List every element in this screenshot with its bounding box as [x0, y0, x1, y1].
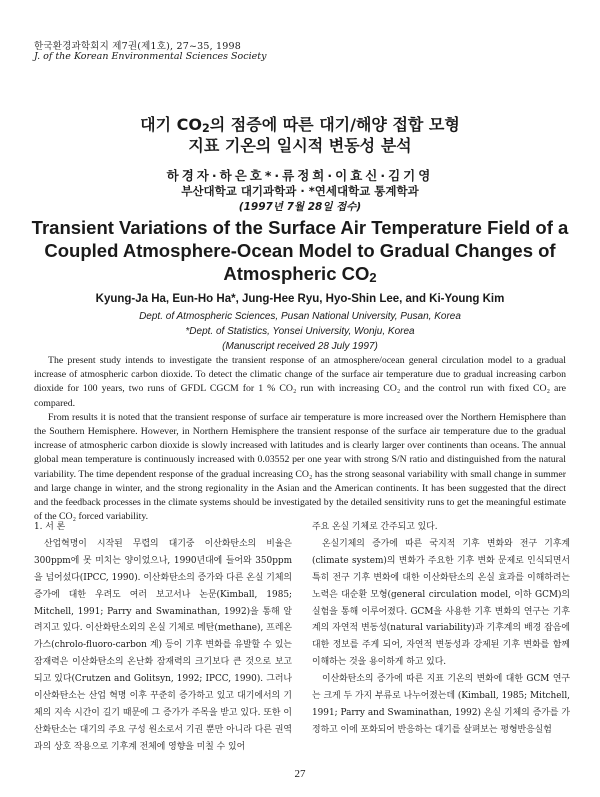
korean-title-line2: 지표 기온의 일시적 변동성 분석 — [188, 136, 412, 155]
section-heading-introduction: 1. 서 론 — [34, 522, 66, 532]
abstract-paragraph: From results it is noted that the transient response of surface air temperature is more increased over the Northern Hemisphere than the Southern Hemisphere. However, in Northern Hemisphere the transient response of the surface air temperature due to the gradual increase of atmospheric carbon dioxide is slowly increased with latitudes and is clearly larger over continents than oceans. The annual global mean temperature is continuously increased with 0.03552 per one year with strong S/N ratio and distinguished from the natural variability. The time dependent response of the gradual increasing CO₂ has the strong seasonal variability with small change in summer and large change in winter, and the strong regionality in the Asian and the American continents. It has been suggested that the direct and the feedback processes in the climate systems should be investigated by the detailed sensitivity runs to get the meaningful estimate of the CO₂ forced variability. — [34, 411, 566, 523]
english-affiliation-1: Dept. of Atmospheric Sciences, Pusan National University, Pusan, Korea — [139, 311, 461, 322]
english-title-line1: Transient Variations of the Surface Air Temperature Field of a — [31, 217, 569, 238]
abstract-paragraph: The present study intends to investigate the transient response of an atmosphere/ocean general circulation model to a gradual increase of atmospheric carbon dioxide. To detect the climatic change of the surface air temperature due to gradual increasing carbon dioxide for 100 years, two runs of GFDL CGCM for 1 % CO₂ run with increasing CO₂ and the control run with fixed CO₂ are compared. — [34, 355, 566, 409]
abstract — [34, 354, 566, 524]
body-paragraph: 이산화탄소의 증가에 따른 지표 기온의 변화에 대한 GCM 연구는 크게 두 가지 부류로 나누어졌는데 (Kimball, 1985; Mitchell, 1991; Parry and Swaminathan, 1992) 온실 기체의 증가를 가정하고 이에 포화되어 반응하는 대기를 살펴보는 평형반응실험 — [312, 674, 570, 735]
body-paragraph: 온실기체의 증가에 따른 국지적 기후 변화와 전구 기후계(climate system)의 변화가 주요한 기후 변화 문제로 인식되면서 특히 전구 기후 변화에 대한 이산화탄소의 온실 효과를 이해하려는 노력은 대순환 모형(general circulation model, 이하 GCM)의 실험을 통해 이루어졌다. GCM을 사용한 기후 변화의 연구는 기후계의 자연적 변동성(natural variability)과 기후계의 배경 잡음에 대한 정보를 주게 되어, 자연적 변동성과 강제된 기후 변화를 함께 이해하는 것을 용이하게 하고 있다. — [312, 538, 570, 668]
body-paragraph-continued: 주요 온실 기체로 간주되고 있다. — [312, 522, 438, 532]
korean-affiliation: 부산대학교 대기과학과 · *연세대학교 통계학과 — [181, 184, 419, 198]
english-title-line2: Coupled Atmosphere-Ocean Model to Gradual Changes of — [44, 240, 556, 261]
english-authors: Kyung-Ja Ha, Eun-Ho Ha*, Jung-Hee Ryu, Hyo-Shin Lee, and Ki-Young Kim — [95, 293, 505, 305]
body-paragraph: 산업혁명이 시작된 무렵의 대기중 이산화탄소의 비율은 300ppm에 못 미치는 양이었으나, 1990년대에 들어와 350ppm을 넘어섰다(IPCC, 1990). 이산화탄소의 증가와 다른 온실 기체의 증가에 대한 우려도 여러 보고서나 논문(Kimball, 1985; Mitchell, 1991; Parry and Swaminathan, 1992)을 통해 알려지고 있다. 이산화탄소외의 온실 기체로 메탄(methane), 프레온 가스(chrolo-fluoro-carbon 계) 등이 기후 변화를 유발할 수 있는 잠재력은 이산화탄소의 온난화 잠재력의 크기보다 큰 것으로 보고되고 있다(Crutzen and Golitsyn, 1992; IPCC, 1990). 그러나 이산화탄소는 산업 혁명 이후 꾸준히 증가하고 있고 대기에서의 기체의 지속 시간이 길기 때문에 그 증가가 주목을 받고 있다. 또한 이산화탄소는 대기의 주요 구성 원소로서 기권 뿐만 아니라 다른 권역과의 상호 작용으로 기후계 전체에 영향을 미칠 수 있어 — [34, 538, 292, 752]
right-column — [312, 519, 570, 739]
english-affiliation-2: *Dept. of Statistics, Yonsei University, Wonju, Korea — [185, 326, 415, 337]
korean-title-line1: 대기 $CO_2$의 점증에 따른 대기/해양 접합 모형 — [140, 115, 460, 135]
manuscript-received: (Manuscript received 28 July 1997) — [222, 341, 378, 352]
english-title-line3: Atmospheric $CO_2$ — [223, 263, 377, 285]
korean-authors: 하경자·하은호*·류정희·이효신·김기영 — [166, 168, 434, 183]
page-number: 27 — [294, 768, 306, 780]
korean-received-date: (1997년 7월 28일 접수) — [238, 201, 362, 213]
journal-header-korean: 한국환경과학회지 제7권(제1호), 27~35, 1998 — [34, 41, 242, 52]
journal-header-english: J. of the Korean Environmental Sciences Society — [34, 51, 267, 62]
left-column — [34, 519, 292, 756]
